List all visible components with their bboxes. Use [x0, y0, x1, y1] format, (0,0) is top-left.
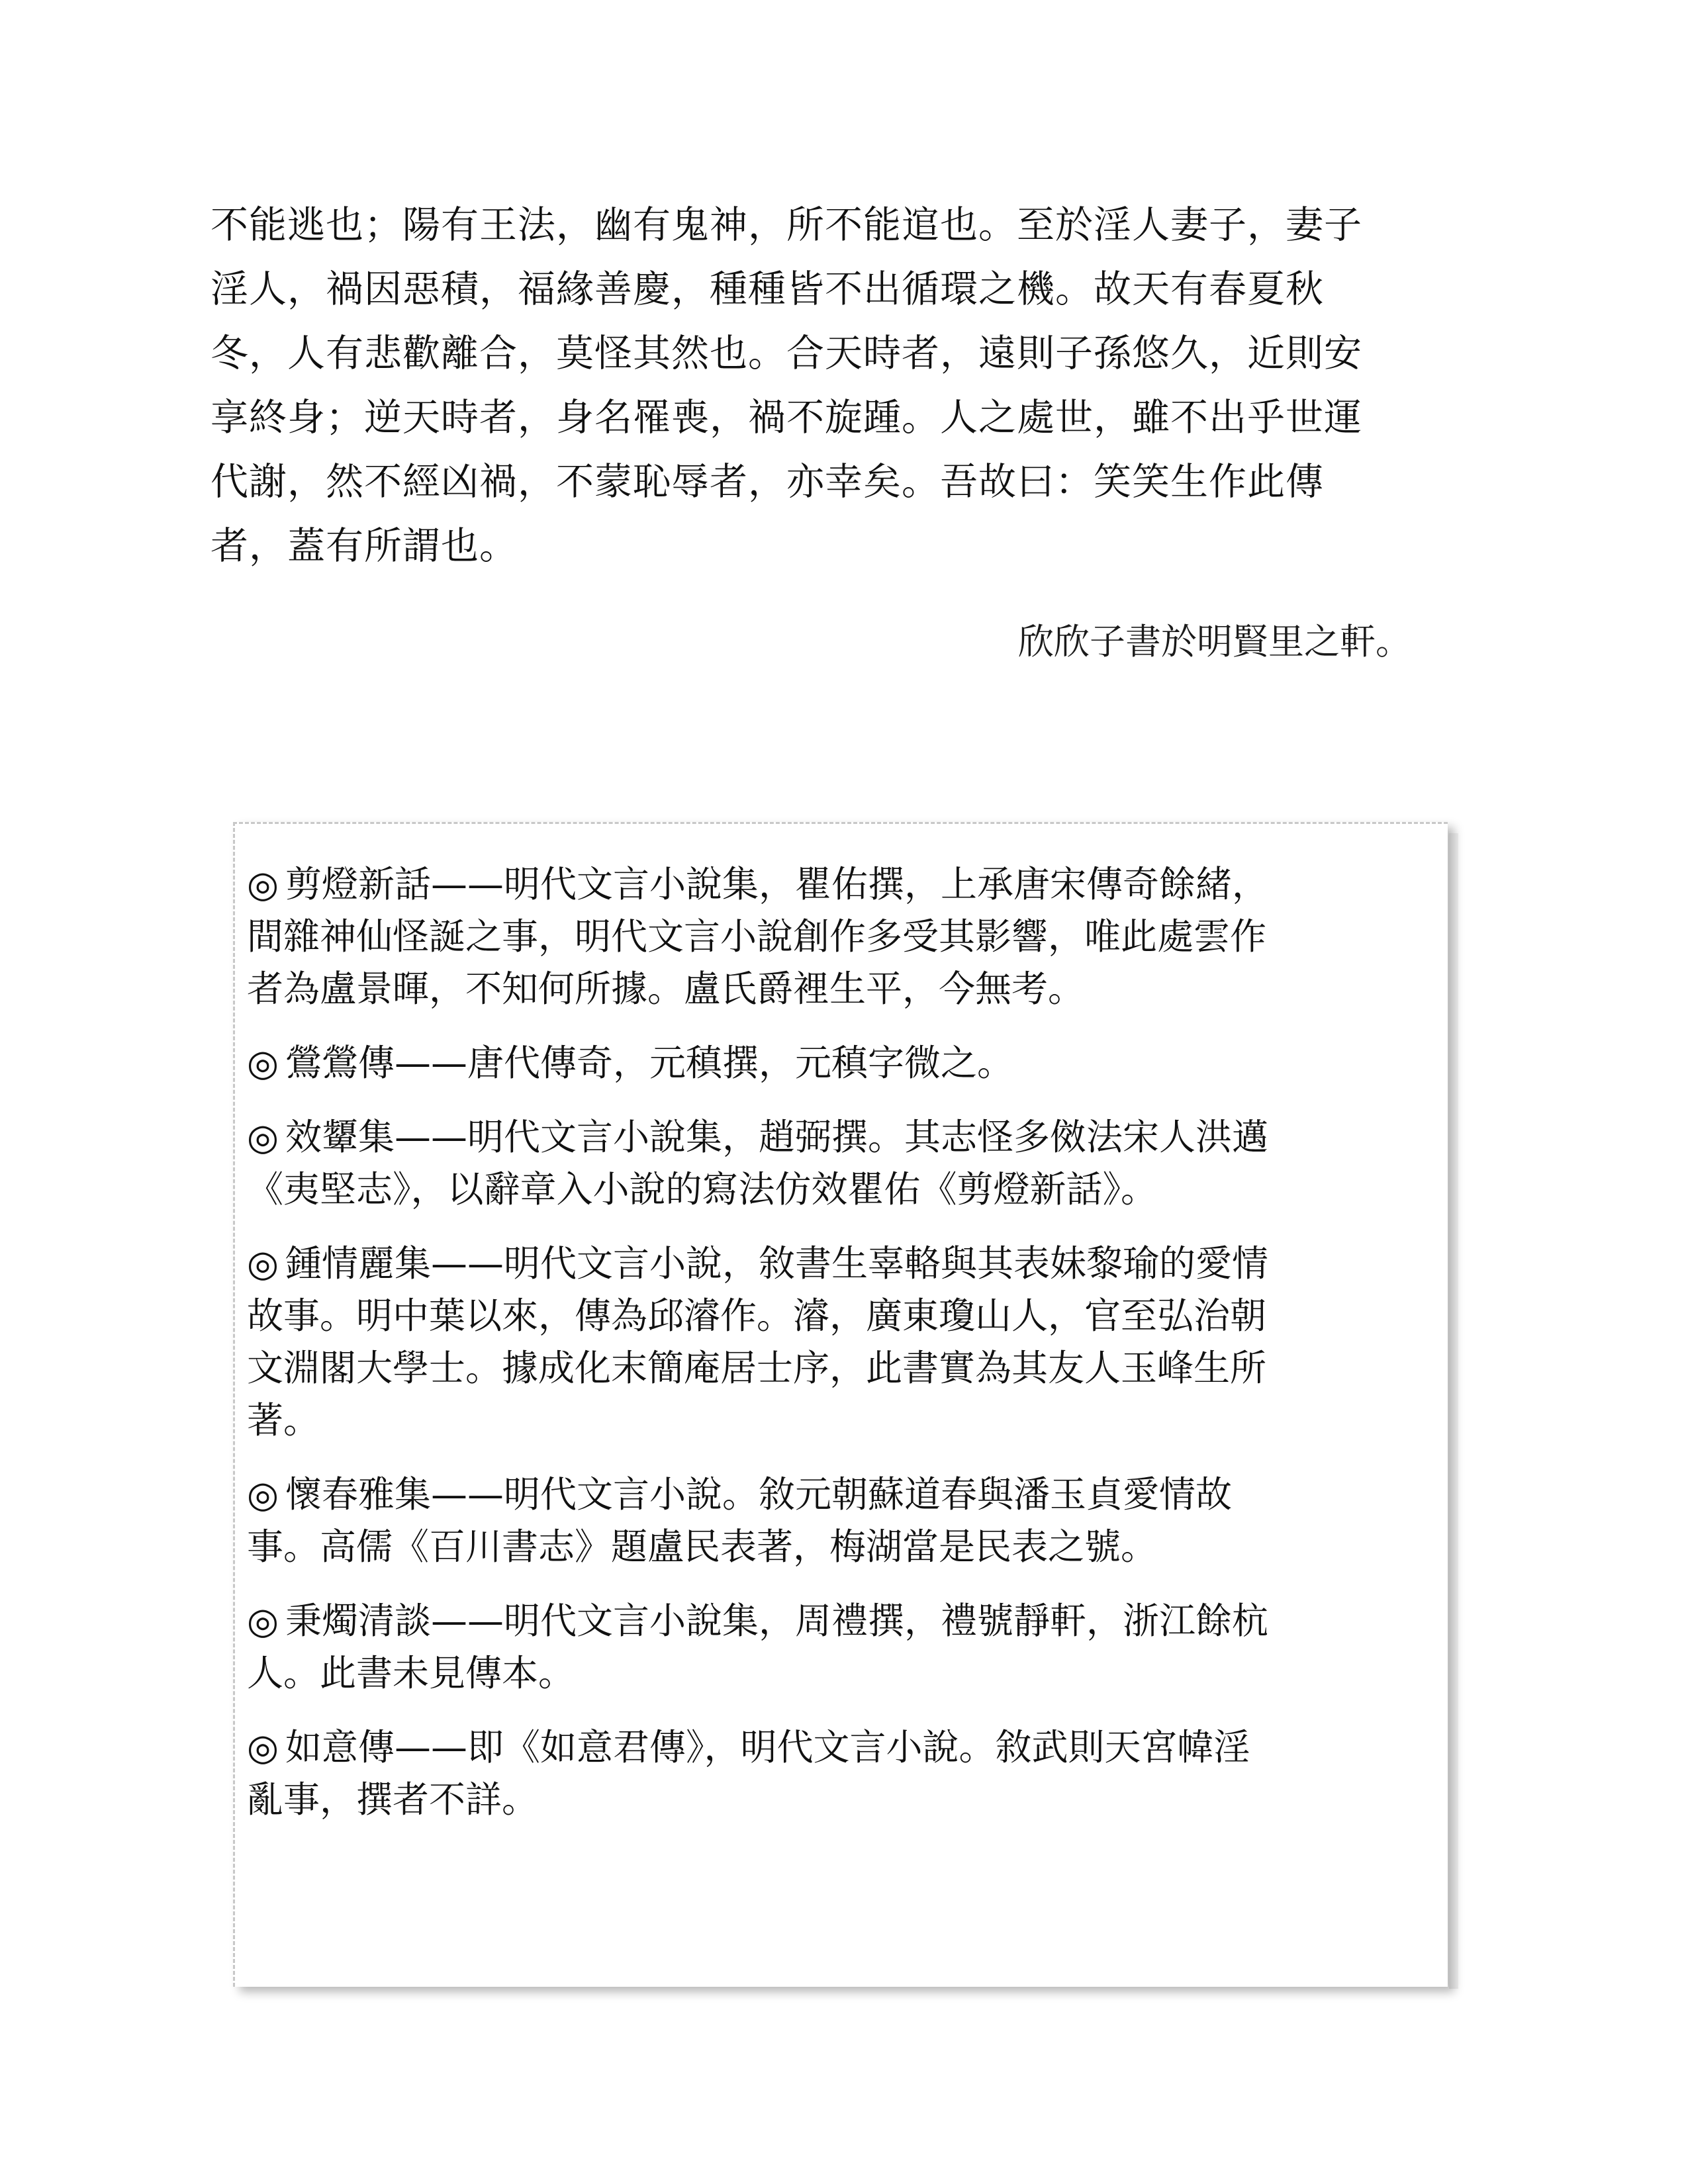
note-line: 文淵閣大學士。據成化末簡庵居士序，此書實為其友人玉峰生所	[247, 1347, 1267, 1389]
main-text	[211, 193, 1476, 578]
main-text-line: 代謝，然不經凶禍，不蒙恥辱者，亦幸矣。吾故曰：笑笑生作此傳	[211, 460, 1324, 504]
note-text: 如意傳——即《如意君傳》，明代文言小說。敘武則天宮幃淫	[285, 1726, 1250, 1768]
note-line	[247, 1037, 1435, 1089]
main-text-line: 淫人，禍因惡積，福緣善慶，種種皆不出循環之機。故天有春夏秋	[211, 267, 1324, 311]
main-text-line: 者，蓋有所謂也。	[211, 524, 518, 568]
note-text: 秉燭清談——明代文言小說集，周禮撰，禮號靜軒，浙江餘杭	[285, 1600, 1269, 1642]
note-line: 事。高儒《百川書志》題盧民表著，梅湖當是民表之號。	[247, 1525, 1158, 1568]
note-line	[247, 1111, 1435, 1163]
note-marker: ◎	[247, 1726, 279, 1768]
main-text-line: 冬，人有悲歡離合，莫怪其然也。合天時者，遠則子孫悠久，近則安	[211, 332, 1362, 375]
main-text-line: 不能逃也；陽有王法，幽有鬼神，所不能逭也。至於淫人妻子，妻子	[211, 203, 1362, 247]
note-text: 效顰集——明代文言小說集，趙弼撰。其志怪多傚法宋人洪邁	[285, 1116, 1269, 1158]
note-item	[247, 1111, 1435, 1216]
note-text: 剪燈新話——明代文言小說集，瞿佑撰，上承唐宋傳奇餘緒，	[285, 863, 1269, 905]
note-item	[247, 1595, 1435, 1700]
note-text: 鍾情麗集——明代文言小說，敘書生辜輅與其表妹黎瑜的愛情	[285, 1242, 1269, 1285]
main-text-line: 享終身；逆天時者，身名罹喪，禍不旋踵。人之處世，雖不出乎世運	[211, 396, 1362, 439]
note-line	[247, 858, 1435, 911]
note-line: 人。此書未見傳本。	[247, 1652, 575, 1694]
note-item	[247, 1238, 1435, 1447]
note-line	[247, 1721, 1435, 1774]
note-marker: ◎	[247, 1242, 279, 1285]
note-item	[247, 1721, 1435, 1826]
signature: 欣欣子書於明賢里之軒。	[1018, 621, 1411, 662]
note-line	[247, 1238, 1435, 1290]
note-line: 《夷堅志》，以辭章入小說的寫法仿效瞿佑《剪燈新話》。	[247, 1168, 1158, 1210]
note-marker: ◎	[247, 1116, 279, 1158]
note-line: 亂事，撰者不詳。	[247, 1778, 539, 1821]
note-line: 間雜神仙怪誕之事，明代文言小說創作多受其影響，唯此處雲作	[247, 915, 1267, 958]
note-marker: ◎	[247, 863, 279, 905]
note-text: 鶯鶯傳——唐代傳奇，元稹撰，元稹字微之。	[285, 1042, 1014, 1084]
note-item	[247, 1469, 1435, 1573]
notes-list	[247, 858, 1435, 1848]
note-text: 懷春雅集——明代文言小說。敘元朝蘇道春與潘玉貞愛情故	[285, 1473, 1233, 1516]
note-line	[247, 1595, 1435, 1647]
note-marker: ◎	[247, 1473, 279, 1516]
note-item	[247, 1037, 1435, 1089]
note-line: 故事。明中葉以來，傳為邱濬作。濬，廣東瓊山人，官至弘治朝	[247, 1295, 1267, 1337]
note-line	[247, 1469, 1435, 1521]
note-item	[247, 858, 1435, 1015]
note-line: 者為盧景暉，不知何所據。盧氏爵裡生平，今無考。	[247, 968, 1085, 1010]
note-marker: ◎	[247, 1042, 279, 1084]
notes-box	[233, 822, 1448, 1987]
note-line: 著。	[247, 1399, 320, 1441]
note-marker: ◎	[247, 1600, 279, 1642]
